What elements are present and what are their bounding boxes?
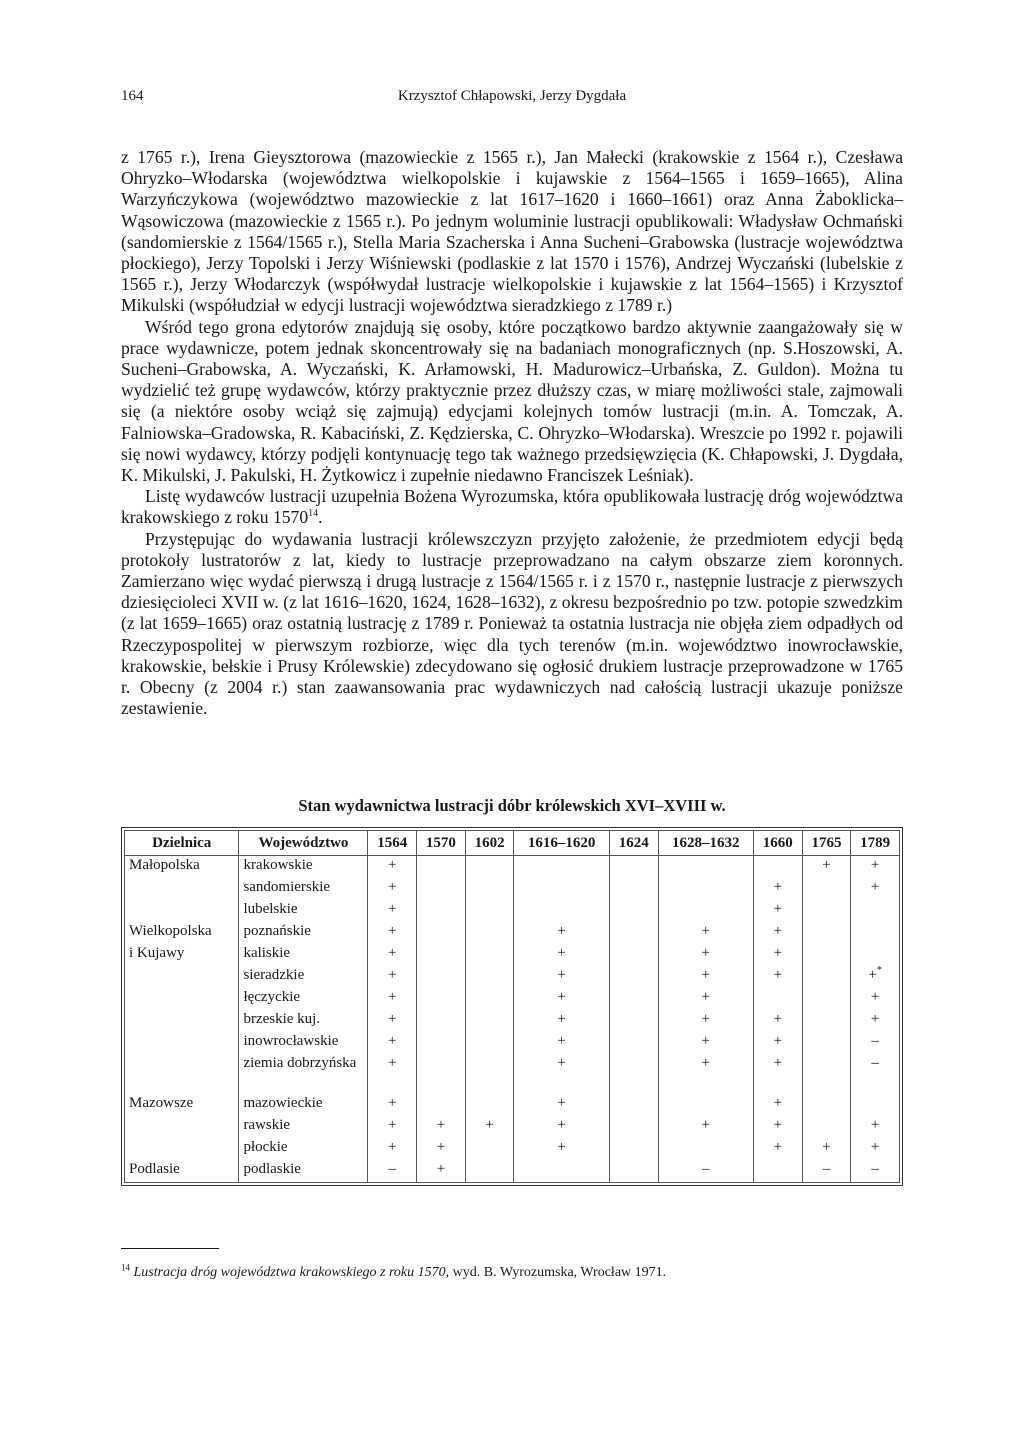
footnote <box>121 1264 903 1282</box>
voivodeship-cell: płockie <box>239 1138 368 1160</box>
status-cell: + <box>851 856 900 879</box>
status-cell: + <box>658 1054 753 1094</box>
status-cell: – <box>851 1054 900 1094</box>
region-cell: Mazowsze <box>125 1094 239 1116</box>
status-cell <box>658 1094 753 1116</box>
status-cell: + <box>368 1054 417 1094</box>
voivodeship-cell: inowrocławskie <box>239 1032 368 1054</box>
status-cell: + <box>753 1032 802 1054</box>
status-cell <box>465 1010 514 1032</box>
status-cell: – <box>802 1160 851 1183</box>
running-title: Krzysztof Chłapowski, Jerzy Dygdała <box>397 88 627 104</box>
status-cell: + <box>753 944 802 966</box>
status-cell <box>753 1160 802 1183</box>
status-cell: + <box>514 988 609 1010</box>
status-cell: + <box>368 900 417 922</box>
status-cell: + <box>658 944 753 966</box>
status-cell: + <box>753 922 802 944</box>
status-cell <box>465 1160 514 1183</box>
status-cell <box>514 856 609 879</box>
status-cell: + <box>658 1032 753 1054</box>
status-cell: + <box>417 1116 466 1138</box>
status-cell: + <box>368 944 417 966</box>
region-cell <box>125 1054 239 1094</box>
status-cell <box>802 1032 851 1054</box>
status-cell <box>609 856 658 879</box>
status-cell <box>465 1138 514 1160</box>
region-cell <box>125 1010 239 1032</box>
status-cell: + <box>658 1010 753 1032</box>
paragraph-text: Listę wydawców lustracji uzupełnia Bożena Wyrozumska, która opublikowała lustrację dróg województwa krakowskiego z roku 1570 <box>121 486 903 528</box>
status-cell: + <box>368 922 417 944</box>
paragraph-text: Wśród tego grona edytorów znajdują się osoby, które początkowo bardzo aktywnie zaangażowały się w prace wydawnicze, potem jednak skoncentrowały się na badaniach monograficznych (np. S.Hoszowski, A. Sucheni–Grabowska, A. Wyczański, K. Arłamowski, H. Madurowicz–Urbańska, Z. Guldon). Można tu wydzielić też grupę wydawców, którzy praktycznie przez dłuższy czas, w miarę możliwości stale, zajmowali się (a niektóre osoby wciąż się zajmują) edycjami kolejnych tomów lustracji (m.in. A. Tomczak, A. Falniowska–Gradowska, R. Kabaciński, Z. Kędzierska, C. Ohryzko–Włodarska). Wreszcie po 1992 r. pojawili się nowi wydawcy, którzy podjęli kontynuację tego tak ważnego przedsięwzięcia (K. Chłapowski, J. Dygdała, K. Mikulski, J. Pakulski, H. Żytkowicz i zupełnie niedawno Franciszek Leśniak). <box>121 316 903 486</box>
table-row <box>125 856 900 879</box>
region-cell <box>125 1138 239 1160</box>
table-row <box>125 1138 900 1160</box>
status-cell <box>802 900 851 922</box>
status-cell: + <box>514 1138 609 1160</box>
status-cell: +* <box>851 966 900 988</box>
status-cell <box>802 922 851 944</box>
status-cell <box>417 856 466 879</box>
status-cell: – <box>368 1160 417 1183</box>
column-header: 1628–1632 <box>658 831 753 856</box>
region-cell <box>125 1032 239 1054</box>
region-cell <box>125 1116 239 1138</box>
status-cell <box>802 878 851 900</box>
region-cell: Małopolska <box>125 856 239 879</box>
status-cell <box>465 856 514 879</box>
status-cell <box>802 966 851 988</box>
status-cell <box>465 1032 514 1054</box>
region-cell: Podlasie <box>125 1160 239 1183</box>
body-text <box>121 147 903 719</box>
status-cell <box>609 944 658 966</box>
status-cell <box>465 988 514 1010</box>
paragraph <box>121 486 903 528</box>
footnote-divider <box>121 1248 219 1249</box>
status-cell <box>417 1010 466 1032</box>
status-cell <box>609 1010 658 1032</box>
status-cell: + <box>514 1094 609 1116</box>
column-header: Dzielnica <box>125 831 239 856</box>
status-cell <box>609 1160 658 1183</box>
status-cell <box>417 1032 466 1054</box>
paragraph-text: . <box>318 507 323 528</box>
status-cell: + <box>753 966 802 988</box>
region-cell <box>125 988 239 1010</box>
footnote-number: 14 <box>121 1262 130 1273</box>
table-row <box>125 944 900 966</box>
status-cell: + <box>368 966 417 988</box>
voivodeship-cell: ziemia dobrzyńska <box>239 1054 368 1094</box>
status-cell <box>417 944 466 966</box>
column-header: 1602 <box>465 831 514 856</box>
voivodeship-cell: rawskie <box>239 1116 368 1138</box>
voivodeship-cell: krakowskie <box>239 856 368 879</box>
status-cell <box>417 900 466 922</box>
status-cell <box>802 944 851 966</box>
table-title: Stan wydawnictwa lustracji dóbr królewskich XVI–XVIII w. <box>298 796 726 815</box>
table-frame <box>121 827 903 1186</box>
paragraph-text: Przystępując do wydawania lustracji królewszczyzn przyjęto założenie, że przedmiotem edycji będą protokoły lustratorów z lat, kiedy to lustracje przeprowadzano na całym obszarze ziem koronnych. Zamierzano więc wydać pierwszą i drugą lustracje z 1564/1565 r. i z 1570 r., następnie lustracje z pierwszych dziesięcioleci XVII w. (z lat 1616–1620, 1624, 1628–1632), z okresu bezpośrednio po tzw. potopie szwedzkim (z lat 1659–1665) oraz ostatnią lustrację z 1789 r. Ponieważ ta ostatnia lustracja nie objęła ziem odpadłych od Rzeczypospolitej w pierwszym rozbiorze, więc dla tych terenów (m.in. województwo inowrocławskie, krakowskie, bełskie i Prusy Królewskie) zdecydowano się ogłosić drukiem lustracje przeprowadzone w 1765 r. Obecny (z 2004 r.) stan zaawansowania prac wydawniczych nad całością lustracji ukazuje poniższe zestawienie. <box>121 528 903 719</box>
status-cell <box>417 988 466 1010</box>
status-cell <box>609 988 658 1010</box>
column-header: 1765 <box>802 831 851 856</box>
status-cell: + <box>753 900 802 922</box>
status-cell: + <box>658 922 753 944</box>
table-row <box>125 900 900 922</box>
status-cell <box>609 1138 658 1160</box>
status-cell <box>465 966 514 988</box>
status-cell <box>417 1094 466 1116</box>
column-header: 1789 <box>851 831 900 856</box>
paragraph <box>121 147 903 317</box>
voivodeship-cell: łęczyckie <box>239 988 368 1010</box>
status-cell: + <box>368 856 417 879</box>
status-cell: + <box>417 1138 466 1160</box>
status-cell <box>609 922 658 944</box>
status-cell: + <box>658 1116 753 1138</box>
status-cell: + <box>802 856 851 879</box>
status-cell <box>417 1054 466 1094</box>
status-cell: + <box>851 1010 900 1032</box>
column-header: 1660 <box>753 831 802 856</box>
status-cell <box>753 988 802 1010</box>
status-cell: + <box>514 1116 609 1138</box>
status-cell <box>417 878 466 900</box>
status-cell <box>465 1054 514 1094</box>
status-cell: + <box>417 1160 466 1183</box>
status-cell: + <box>368 988 417 1010</box>
table-row <box>125 1032 900 1054</box>
status-cell: + <box>753 1138 802 1160</box>
status-cell <box>609 1032 658 1054</box>
table-row <box>125 988 900 1010</box>
status-cell <box>514 878 609 900</box>
status-cell <box>658 878 753 900</box>
status-cell <box>658 900 753 922</box>
table-row <box>125 1094 900 1116</box>
status-cell <box>609 878 658 900</box>
status-cell: – <box>851 1160 900 1183</box>
cell-footnote-mark: * <box>876 965 882 976</box>
status-cell: + <box>514 944 609 966</box>
table-row <box>125 1054 900 1094</box>
region-cell <box>125 966 239 988</box>
status-cell <box>802 1010 851 1032</box>
status-cell: + <box>851 878 900 900</box>
status-cell: + <box>658 966 753 988</box>
status-cell: + <box>368 1032 417 1054</box>
status-cell: + <box>753 1010 802 1032</box>
status-cell <box>417 922 466 944</box>
status-cell: + <box>658 988 753 1010</box>
status-cell: + <box>514 1054 609 1094</box>
status-cell: + <box>368 1094 417 1116</box>
status-cell <box>851 944 900 966</box>
status-cell: + <box>368 1010 417 1032</box>
status-cell <box>465 878 514 900</box>
status-cell <box>417 966 466 988</box>
status-cell: – <box>658 1160 753 1183</box>
column-header: 1564 <box>368 831 417 856</box>
voivodeship-cell: sieradzkie <box>239 966 368 988</box>
status-cell <box>802 988 851 1010</box>
status-cell: + <box>368 1138 417 1160</box>
status-cell: + <box>514 1010 609 1032</box>
status-cell: + <box>753 1054 802 1094</box>
status-cell <box>753 856 802 879</box>
status-cell <box>851 922 900 944</box>
status-cell <box>465 900 514 922</box>
voivodeship-cell: lubelskie <box>239 900 368 922</box>
status-cell <box>465 1094 514 1116</box>
status-cell <box>609 1094 658 1116</box>
status-cell <box>851 1094 900 1116</box>
status-cell: – <box>851 1032 900 1054</box>
status-cell: + <box>465 1116 514 1138</box>
paragraph <box>121 529 903 720</box>
paragraph-text: z 1765 r.), Irena Gieysztorowa (mazowieckie z 1565 r.), Jan Małecki (krakowskie z 1564 r.), Czesława Ohryzko–Włodarska (województwa wielkopolskie i kujawskie z 1564–1565 i 1659–1665), Alina Warzyńczykowa (województwo mazowieckie z lat 1617–1620 i 1660–1661) oraz Anna Żaboklicka–Wąsowiczowa (mazowieckie z 1565 r.). Po jednym woluminie lustracji opublikowali: Władysław Ochmański (sandomierskie z 1564/1565 r.), Stella Maria Szacherska i Anna Sucheni–Grabowska (lustracje województwa płockiego), Jerzy Topolski i Jerzy Wiśniewski (podlaskie z lat 1570 i 1576), Andrzej Wyczański (lubelskie z 1565 r.), Jerzy Włodarczyk (współwydał lustracje wielkopolskie i kujawskie z lat 1564–1565) i Krzysztof Mikulski (współudział w edycji lustracji województwa sieradzkiego z 1789 r.) <box>121 147 903 316</box>
status-cell <box>609 966 658 988</box>
region-cell <box>125 878 239 900</box>
status-cell: + <box>514 1032 609 1054</box>
column-header: 1624 <box>609 831 658 856</box>
status-cell: + <box>368 878 417 900</box>
table-row <box>125 1116 900 1138</box>
status-cell: + <box>851 1138 900 1160</box>
status-cell <box>514 1160 609 1183</box>
status-cell <box>658 856 753 879</box>
column-header: 1570 <box>417 831 466 856</box>
status-cell <box>465 944 514 966</box>
status-cell <box>802 1094 851 1116</box>
status-cell: + <box>753 1116 802 1138</box>
status-cell: + <box>514 922 609 944</box>
status-cell <box>851 900 900 922</box>
region-cell <box>125 900 239 922</box>
voivodeship-cell: brzeskie kuj. <box>239 1010 368 1032</box>
status-cell: + <box>851 1116 900 1138</box>
table-row <box>125 922 900 944</box>
status-cell <box>658 1138 753 1160</box>
voivodeship-cell: poznańskie <box>239 922 368 944</box>
table-header-row <box>125 831 900 856</box>
status-cell: + <box>851 988 900 1010</box>
paragraph <box>121 317 903 487</box>
table-row <box>125 1160 900 1183</box>
voivodeship-cell: podlaskie <box>239 1160 368 1183</box>
status-cell <box>609 1054 658 1094</box>
status-cell: + <box>802 1138 851 1160</box>
status-cell <box>802 1054 851 1094</box>
status-cell: + <box>753 878 802 900</box>
status-cell <box>465 922 514 944</box>
status-cell <box>802 1116 851 1138</box>
footnote-rest: wyd. B. Wyrozumska, Wrocław 1971. <box>449 1265 667 1280</box>
column-header: 1616–1620 <box>514 831 609 856</box>
status-cell <box>609 900 658 922</box>
table-row <box>125 878 900 900</box>
status-cell: + <box>368 1116 417 1138</box>
table-row <box>125 966 900 988</box>
lustration-table <box>124 830 900 1183</box>
status-cell: + <box>514 966 609 988</box>
status-cell: + <box>753 1094 802 1116</box>
voivodeship-cell: sandomierskie <box>239 878 368 900</box>
footnote-title: Lustracja dróg województwa krakowskiego z roku 1570, <box>133 1265 450 1280</box>
region-cell: Wielkopolska <box>125 922 239 944</box>
status-cell <box>609 1116 658 1138</box>
status-cell <box>514 900 609 922</box>
page-number: 164 <box>121 88 144 104</box>
table-row <box>125 1010 900 1032</box>
voivodeship-cell: mazowieckie <box>239 1094 368 1116</box>
column-header: Województwo <box>239 831 368 856</box>
region-cell: i Kujawy <box>125 944 239 966</box>
footnote-ref[interactable]: 14 <box>308 508 319 520</box>
voivodeship-cell: kaliskie <box>239 944 368 966</box>
